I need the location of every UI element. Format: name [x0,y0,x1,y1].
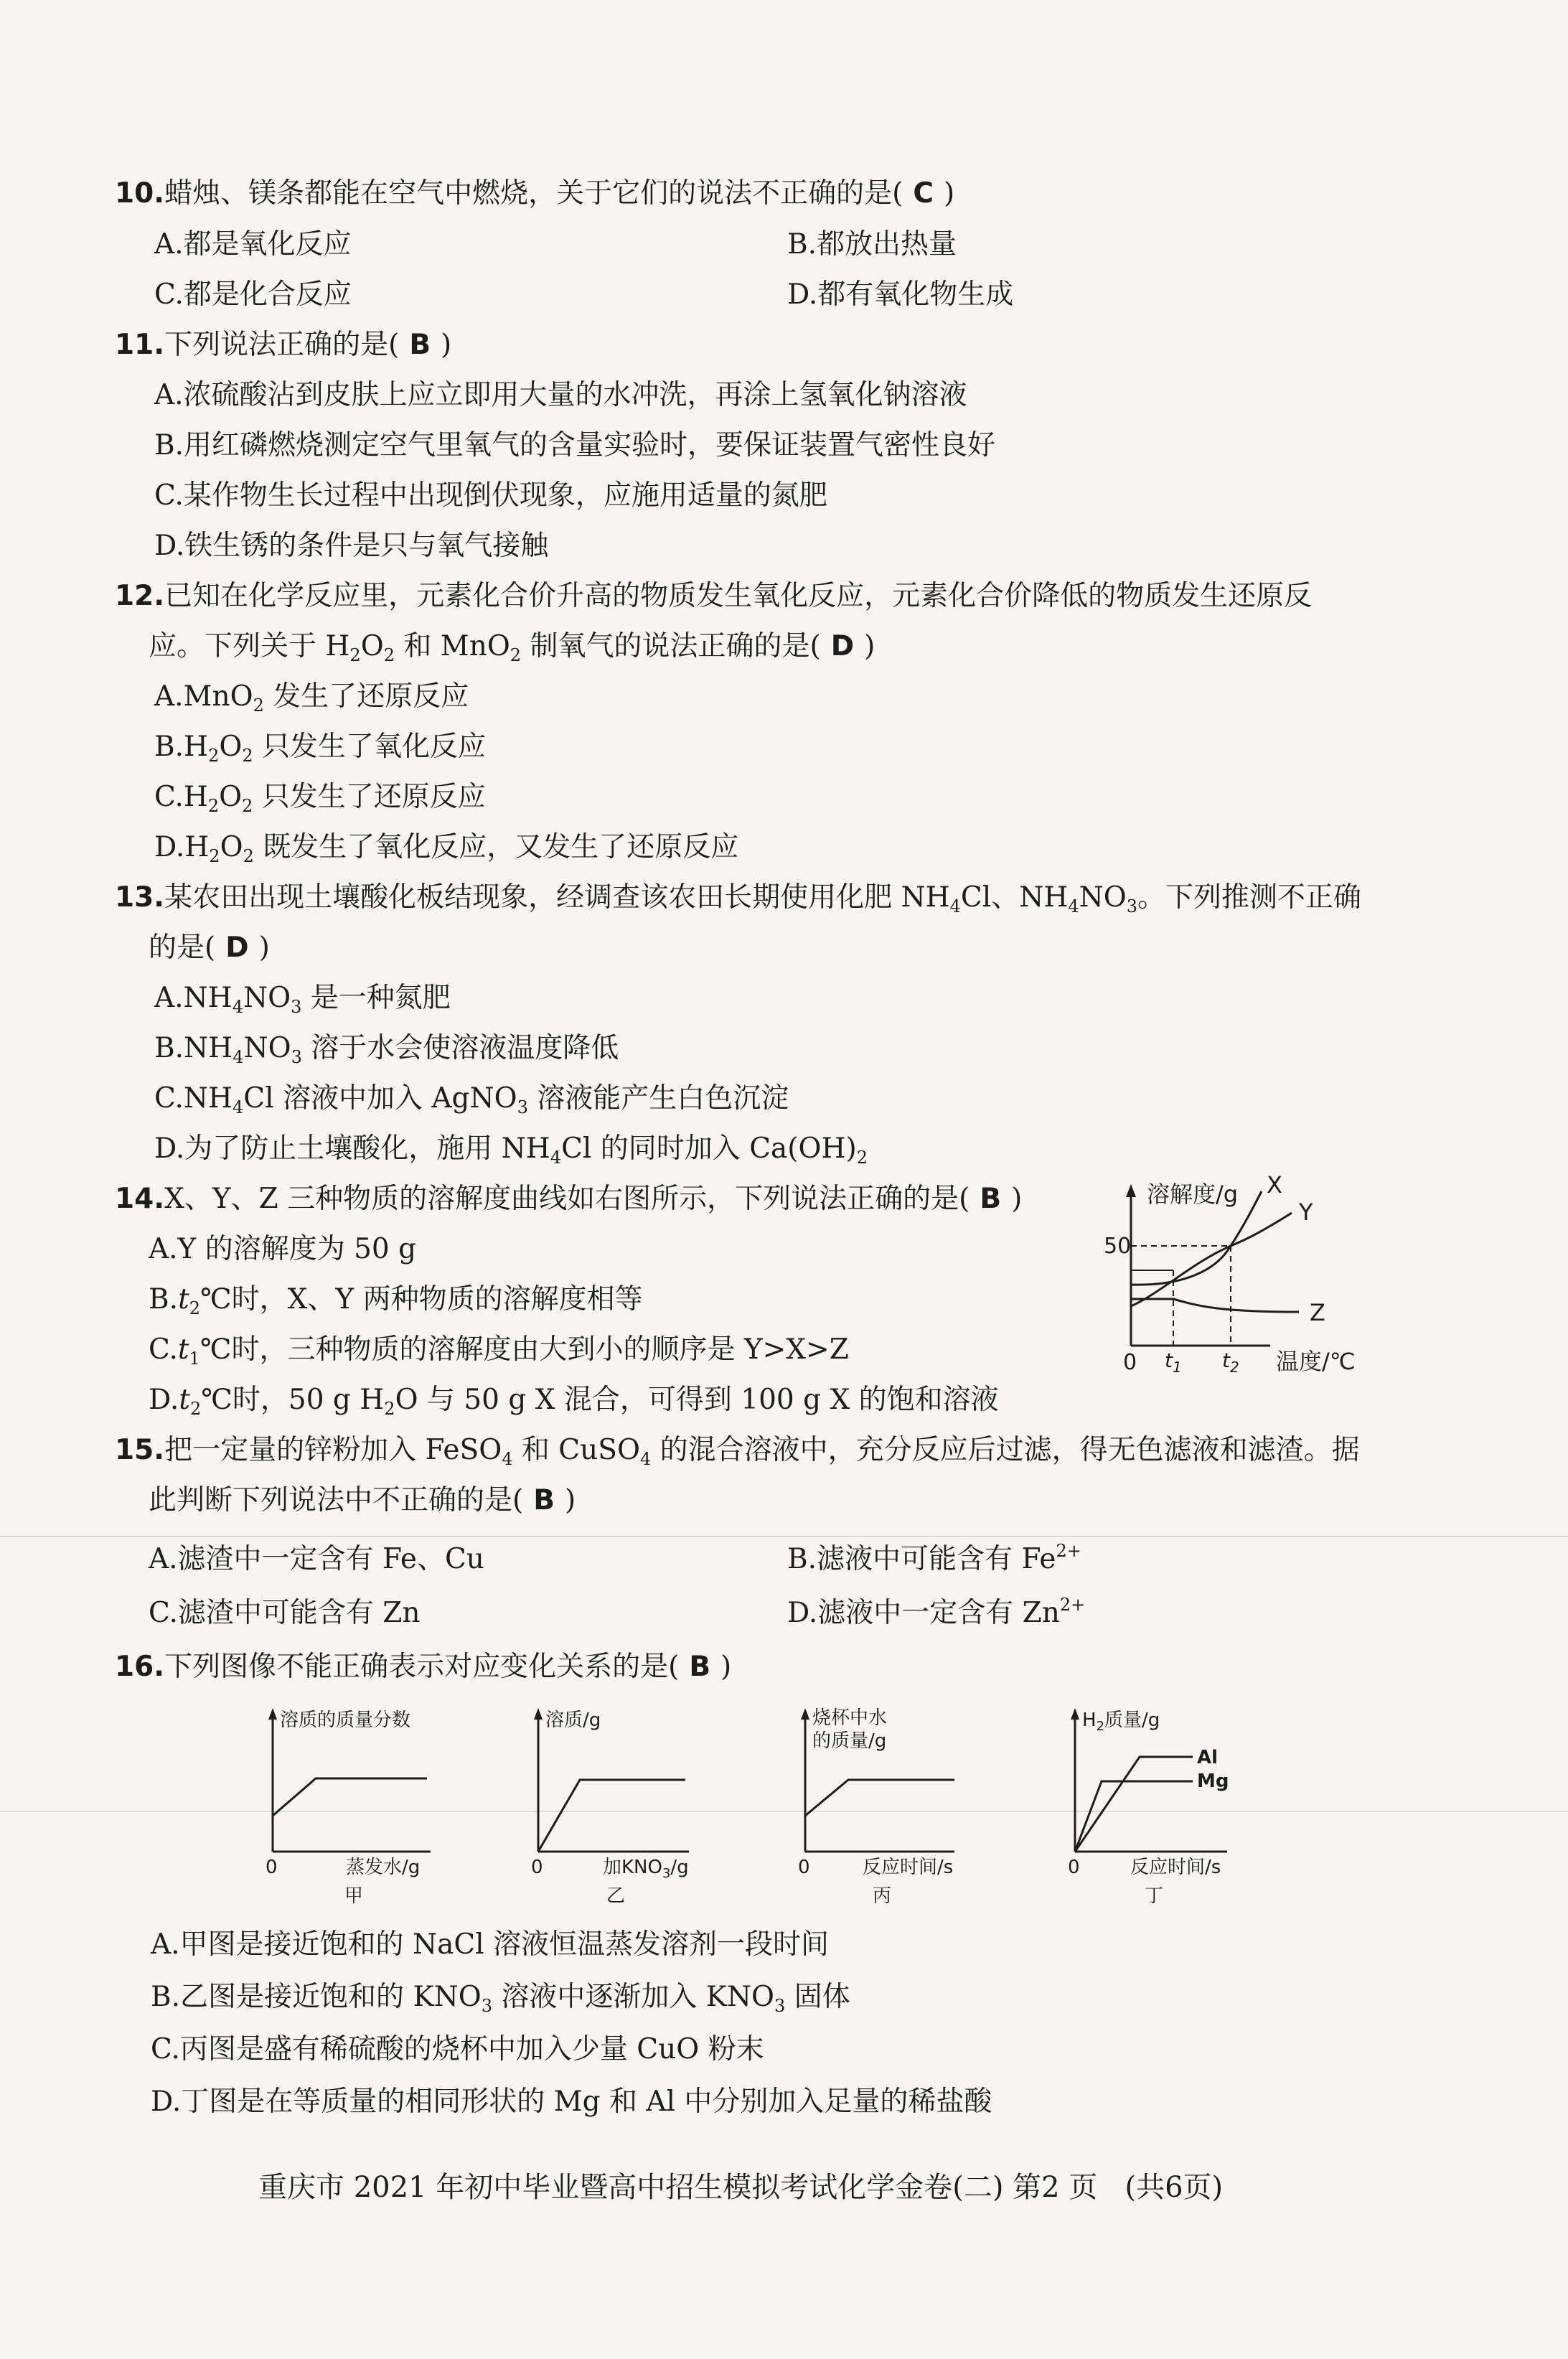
question-15-stem-line1: 15.把一定量的锌粉加入 FeSO$_4$ 和 CuSO$_4$ 的混合溶液中，充分反应后过滤，得无色滤液和滤渣。据 [115,1434,1360,1469]
origin-label: 0 [1123,1350,1137,1375]
q12-option-a: A.MnO$_2$ 发生了还原反应 [154,680,469,716]
label-y: Y [1299,1199,1313,1226]
svg-text:0: 0 [266,1857,278,1878]
q16-option-b: B.乙图是接近饱和的 $KNO_3$ 溶液中逐渐加入 $KNO_3$ 固体 [151,1981,850,2016]
q14-option-a: A.Y 的溶解度为 50 g [149,1233,417,1265]
q10-option-a: A.都是氧化反应 [154,228,352,261]
answer: B [980,1183,1002,1215]
t1-label: $t_1$ [1165,1349,1182,1376]
svg-text:蒸发水/g: 蒸发水/g [346,1857,421,1878]
q14-option-b: $B.t_2℃$时，X、Y 两种物质的溶解度相等 [149,1283,643,1318]
q14-option-d: $D.t_2℃$时，50 g $H_2O$ 与 50 g X 混合，可得到 100 g X 的饱和溶液 [149,1384,999,1419]
q13-option-a: $A.NH_4NO_3$ 是一种氮肥 [154,982,451,1017]
t2-label: $t_2$ [1222,1349,1239,1376]
jia-line [273,1778,427,1816]
graph-jia [266,1708,431,1907]
q12-option-c: $C.H_2O_2$ 只发生了还原反应 [154,781,486,816]
bing-line [805,1780,954,1816]
svg-text:溶质/g: 溶质/g [545,1710,601,1731]
q10-option-b: B.都放出热量 [787,228,957,261]
svg-text:丙: 丙 [873,1885,892,1907]
curve-z [1131,1299,1299,1312]
question-13-stem-line1: 13.某农田出现土壤酸化板结现象，经调查该农田长期使用化肥 $NH_4Cl$、$NH_4NO_3$。下列推测不正确 [115,881,1362,916]
q11-option-b: B.用红磷燃烧测定空气里氧气的含量实验时，要保证装置气密性良好 [154,429,996,461]
x-axis-label: 温度/℃ [1276,1348,1356,1375]
answer: B [409,329,431,361]
answer: D [830,630,855,662]
q13-option-c: $C.NH_4Cl$ 溶液中加入 AgNO$_3$ 溶液能产生白色沉淀 [154,1082,789,1117]
svg-text:溶质的质量分数: 溶质的质量分数 [280,1710,411,1731]
mg-line [1075,1781,1193,1852]
q13-option-d: D.为了防止土壤酸化，施用 $NH_4Cl$ 的同时加入 $Ca(OH)_2$ [154,1132,868,1168]
question-16-stem: 16.下列图像不能正确表示对应变化关系的是( B ) [115,1651,732,1683]
svg-text:甲: 甲 [344,1885,364,1907]
answer: B [689,1651,711,1683]
graph-yi [531,1708,689,1907]
y-axis-label: 溶解度/g [1147,1181,1239,1208]
y-axis-arrow [1126,1184,1136,1197]
svg-text:反应时间/s: 反应时间/s [1130,1857,1221,1878]
svg-text:烧杯中水: 烧杯中水 [812,1707,888,1729]
svg-text:Al: Al [1197,1747,1219,1768]
q12-option-d: $D.H_2O_2$ 既发生了氧化反应，又发生了还原反应 [154,831,739,866]
svg-text:反应时间/s: 反应时间/s [863,1857,954,1878]
q15-option-b: B.滤液中可能含有 $Fe^{2+}$ [787,1541,1081,1575]
q11-option-d: D.铁生锈的条件是只与氧气接触 [154,530,549,562]
question-11-stem: 11.下列说法正确的是( B ) [115,329,452,361]
q16-option-c: C.丙图是盛有稀硫酸的烧杯中加入少量 CuO 粉末 [151,2033,764,2065]
q16-graphs [244,1701,1292,1916]
q11-option-a: A.浓硫酸沾到皮肤上应立即用大量的水冲洗，再涂上氢氧化钠溶液 [154,379,967,411]
svg-text:0: 0 [531,1857,543,1878]
label-x: X [1267,1171,1282,1199]
svg-text:Mg: Mg [1197,1771,1229,1792]
question-13-stem-line2: 的是( D ) [149,932,270,964]
answer: B [533,1484,555,1516]
q15-option-d: D.滤液中一定含有 $Zn^{2+}$ [787,1595,1086,1629]
svg-text:乙: 乙 [606,1885,626,1907]
q10-option-d: D.都有氧化物生成 [787,278,1014,311]
question-12-stem-line1: 12.已知在化学反应里，元素化合价升高的物质发生氧化反应，元素化合价降低的物质发生还原反 [115,580,1313,612]
yi-line [538,1780,685,1852]
question-12-stem-line2: 应。下列关于 $H_2O_2$ 和 MnO$_2$ 制氧气的说法正确的是( D ) [149,630,875,665]
svg-text:丁: 丁 [1145,1885,1164,1907]
label-z: Z [1310,1299,1325,1326]
scan-fold-line [0,1536,1568,1537]
q12-option-b: $B.H_2O_2$ 只发生了氧化反应 [154,731,487,766]
solubility-chart [1084,1170,1385,1385]
question-10-stem: 10.蜡烛、镁条都能在空气中燃烧，关于它们的说法不正确的是( C ) [115,177,955,210]
page-footer: 重庆市 2021 年初中毕业暨高中招生模拟考试化学金卷(二) 第2 页 (共6页) [258,2171,1224,2204]
q14-option-c: $C.t_1℃$时，三种物质的溶解度由大到小的顺序是 Y>X>Z [149,1333,849,1369]
q15-option-c: C.滤渣中可能含有 Zn [149,1597,421,1629]
y-tick-50: 50 [1104,1234,1132,1259]
svg-text:H2质量/g: $H_2$质量/g [1082,1710,1160,1734]
answer: D [225,932,249,964]
graph-ding [1068,1708,1229,1907]
svg-text:0: 0 [1068,1857,1080,1878]
question-15-stem-line2: 此判断下列说法中不正确的是( B ) [149,1484,576,1516]
curve-y [1131,1213,1292,1306]
svg-text:的质量/g: 的质量/g [812,1730,887,1752]
q16-option-a: A.甲图是接近饱和的 NaCl 溶液恒温蒸发溶剂一段时间 [151,1928,830,1961]
question-14-stem: 14.X、Y、Z 三种物质的溶解度曲线如右图所示，下列说法正确的是( B ) [115,1183,1023,1215]
q11-option-c: C.某作物生长过程中出现倒伏现象，应施用适量的氮肥 [154,479,827,512]
q13-option-b: $B.NH_4NO_3$ 溶于水会使溶液温度降低 [154,1032,619,1067]
svg-text:0: 0 [798,1857,810,1878]
q16-option-d: D.丁图是在等质量的相同形状的 Mg 和 Al 中分别加入足量的稀盐酸 [151,2086,992,2118]
svg-text:加KNO3/g: 加$KNO_3/g$ [603,1857,689,1881]
q10-option-c: C.都是化合反应 [154,278,352,311]
answer: C [913,177,934,210]
graph-bing [798,1707,954,1907]
q15-option-a: A.滤渣中一定含有 Fe、Cu [149,1543,484,1575]
